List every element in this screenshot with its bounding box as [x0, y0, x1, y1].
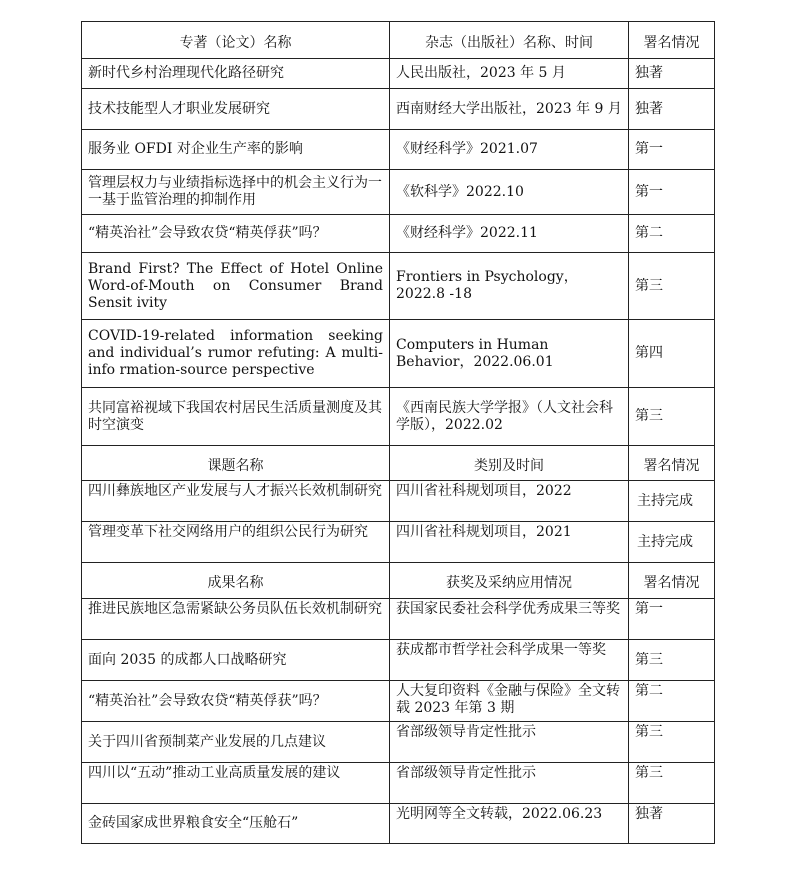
table-row [82, 170, 715, 215]
title-cell: 新时代乡村治理现代化路径研究 [82, 59, 390, 89]
table-row [82, 215, 715, 253]
title-cell: “精英治社”会导致农贷“精英俘获”吗？ [82, 681, 390, 722]
header-row [82, 22, 715, 59]
role-cell: 独著 [629, 59, 715, 89]
title-cell: 关于四川省预制菜产业发展的几点建议 [82, 722, 390, 763]
role-cell: 主持完成 [629, 522, 715, 563]
venue-cell: Frontiers in Psychology，2022.8 -18 [390, 253, 629, 320]
table-row [82, 388, 715, 446]
role-cell: 第三 [629, 253, 715, 320]
role-cell: 第二 [629, 681, 715, 722]
venue-cell: 西南财经大学出版社，2023 年 9 月 [390, 89, 629, 130]
title-cell: 服务业 OFDI 对企业生产率的影响 [82, 130, 390, 170]
header-cell: 成果名称 [82, 563, 390, 599]
table-row [82, 640, 715, 681]
header-cell: 署名情况 [629, 446, 715, 481]
title-cell: “精英治社”会导致农贷“精英俘获”吗？ [82, 215, 390, 253]
title-cell: 四川彝族地区产业发展与人才振兴长效机制研究 [82, 481, 390, 522]
venue-cell: 人大复印资料《金融与保险》全文转载 2023 年第 3 期 [390, 681, 629, 722]
role-cell: 第四 [629, 320, 715, 388]
header-row [82, 563, 715, 599]
header-cell: 署名情况 [629, 22, 715, 59]
role-cell: 第三 [629, 640, 715, 681]
venue-cell: 省部级领导肯定性批示 [390, 763, 629, 804]
role-cell: 第一 [629, 599, 715, 640]
role-cell: 第二 [629, 215, 715, 253]
achievements-table [81, 21, 715, 844]
venue-cell: 省部级领导肯定性批示 [390, 722, 629, 763]
header-cell: 类别及时间 [390, 446, 629, 481]
header-cell: 专著（论文）名称 [82, 22, 390, 59]
header-cell: 署名情况 [629, 563, 715, 599]
venue-cell: 四川省社科规划项目，2021 [390, 522, 629, 563]
venue-cell: 获国家民委社会科学优秀成果三等奖 [390, 599, 629, 640]
role-cell: 第三 [629, 722, 715, 763]
header-cell: 课题名称 [82, 446, 390, 481]
table-row [82, 89, 715, 130]
role-cell: 主持完成 [629, 481, 715, 522]
title-cell: 面向 2035 的成都人口战略研究 [82, 640, 390, 681]
venue-cell: Computers in Human Behavior，2022.06.01 [390, 320, 629, 388]
header-row [82, 446, 715, 481]
table-row [82, 253, 715, 320]
role-cell: 第三 [629, 763, 715, 804]
venue-cell: 《软科学》2022.10 [390, 170, 629, 215]
role-cell: 第三 [629, 388, 715, 446]
role-cell: 独著 [629, 89, 715, 130]
title-cell: 共同富裕视域下我国农村居民生活质量测度及其时空演变 [82, 388, 390, 446]
title-cell: 推进民族地区急需紧缺公务员队伍长效机制研究 [82, 599, 390, 640]
venue-cell: 《财经科学》2022.11 [390, 215, 629, 253]
title-cell: 四川以“五动”推动工业高质量发展的建议 [82, 763, 390, 804]
title-cell: 管理层权力与业绩指标选择中的机会主义行为一一基于监管治理的抑制作用 [82, 170, 390, 215]
title-cell: 金砖国家成世界粮食安全“压舱石” [82, 804, 390, 844]
table-row [82, 804, 715, 844]
title-cell: 管理变革下社交网络用户的组织公民行为研究 [82, 522, 390, 563]
table-row [82, 320, 715, 388]
table-row [82, 481, 715, 522]
role-cell: 独著 [629, 804, 715, 844]
title-cell: Brand First? The Effect of Hotel Online Word-of-Mouth on Consumer Brand Sensit ivity [82, 253, 390, 320]
table-row [82, 763, 715, 804]
venue-cell: 四川省社科规划项目，2022 [390, 481, 629, 522]
role-cell: 第一 [629, 170, 715, 215]
venue-cell: 光明网等全文转载，2022.06.23 [390, 804, 629, 844]
venue-cell: 获成都市哲学社会科学成果一等奖 [390, 640, 629, 681]
venue-cell: 《财经科学》2021.07 [390, 130, 629, 170]
table-row [82, 599, 715, 640]
header-cell: 杂志（出版社）名称、时间 [390, 22, 629, 59]
title-cell: 技术技能型人才职业发展研究 [82, 89, 390, 130]
table-row [82, 722, 715, 763]
header-cell: 获奖及采纳应用情况 [390, 563, 629, 599]
table-row [82, 681, 715, 722]
venue-cell: 人民出版社，2023 年 5 月 [390, 59, 629, 89]
table-row [82, 130, 715, 170]
title-cell: COVID-19-related information seeking and individual’s rumor refuting: A multi-info rmation-source perspective [82, 320, 390, 388]
table-row [82, 59, 715, 89]
venue-cell: 《西南民族大学学报》（人文社会科学版），2022.02 [390, 388, 629, 446]
role-cell: 第一 [629, 130, 715, 170]
table-row [82, 522, 715, 563]
